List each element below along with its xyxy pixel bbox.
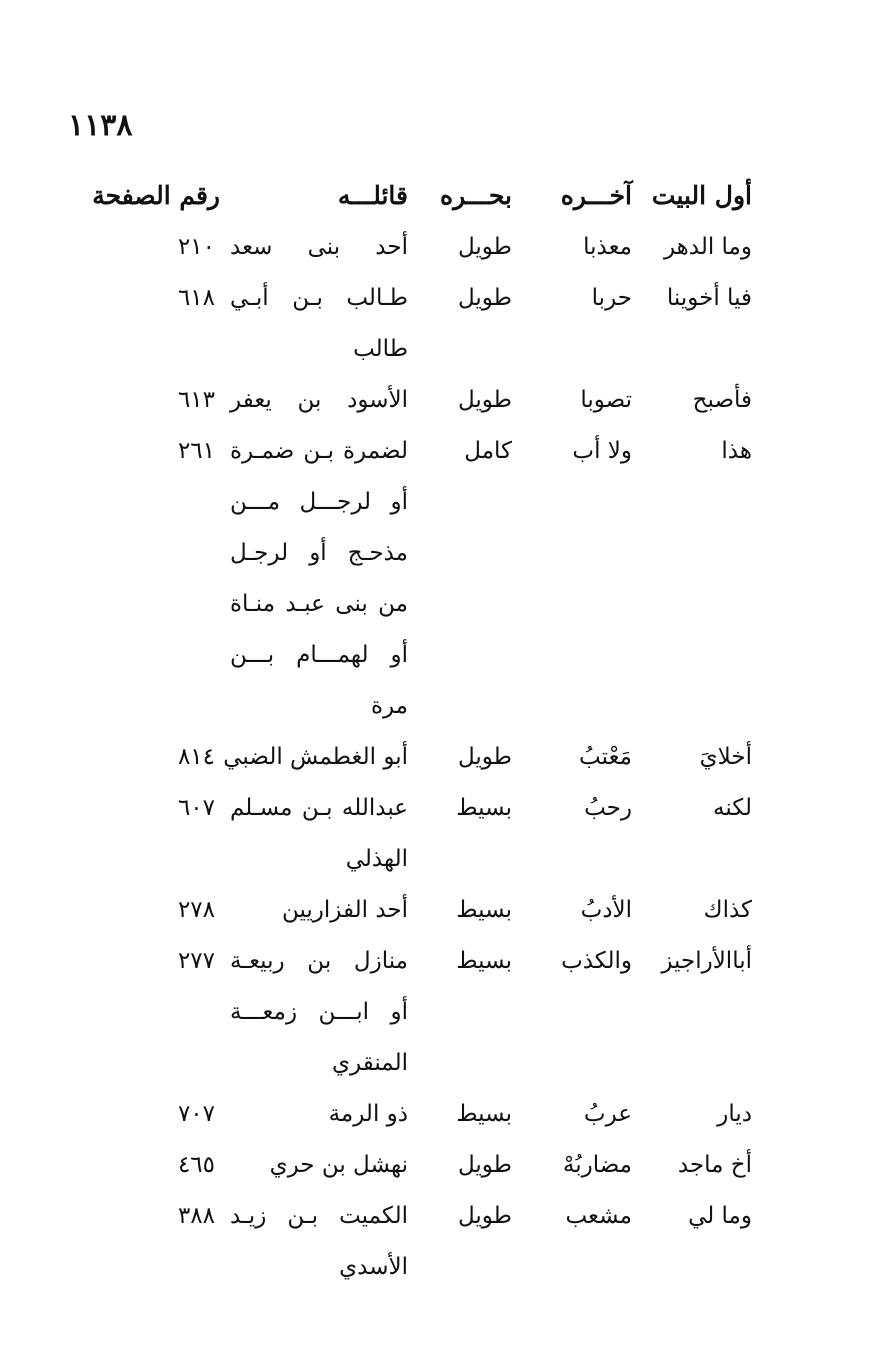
cell-end-of-verse: والكذب xyxy=(561,948,632,974)
cell-page-ref: ٤٦٥ xyxy=(177,1152,215,1178)
cell-end-of-verse: عربُ xyxy=(583,1101,632,1127)
cell-first-of-verse: أخ ماجد xyxy=(677,1152,752,1178)
cell-poet: أبو الغطمش الضبي xyxy=(223,744,408,770)
header-end-of-verse: آخـــره xyxy=(560,181,632,210)
cell-end-of-verse: الأدبُ xyxy=(580,897,632,923)
cell-poet: مرة xyxy=(370,693,408,719)
cell-meter: طويل xyxy=(457,744,512,770)
cell-page-ref: ٦١٣ xyxy=(177,387,215,413)
cell-end-of-verse: ولا أب xyxy=(572,438,632,464)
cell-end-of-verse: معذبا xyxy=(583,234,632,260)
cell-end-of-verse: حربا xyxy=(591,285,632,311)
cell-meter: بسيط xyxy=(456,897,512,923)
cell-first-of-verse: أخلايَ xyxy=(699,744,752,770)
table-row xyxy=(100,987,760,1038)
cell-first-of-verse: وما الدهر xyxy=(663,234,752,260)
cell-poet: الهذلي xyxy=(345,846,408,872)
table-row xyxy=(100,1242,760,1293)
cell-first-of-verse: لكنه xyxy=(713,795,752,821)
table-row xyxy=(100,681,760,732)
cell-meter: كامل xyxy=(464,438,512,464)
table-row xyxy=(100,885,760,936)
cell-poet: طالب xyxy=(353,336,408,362)
cell-first-of-verse: فيا أخوينا xyxy=(666,285,752,311)
cell-first-of-verse: وما لي xyxy=(688,1203,752,1229)
cell-poet: لضمرة بـن ضمـرة xyxy=(230,438,408,464)
cell-poet: منازل بن ربيعـة xyxy=(230,948,408,974)
table-body xyxy=(100,222,760,1293)
cell-poet: الأسود بن يعفر xyxy=(230,387,408,413)
table-row xyxy=(100,732,760,783)
table-row xyxy=(100,375,760,426)
cell-page-ref: ٢٧٧ xyxy=(177,948,215,974)
cell-poet: طـالب بـن أبـي xyxy=(230,285,408,311)
cell-first-of-verse: هذا xyxy=(721,438,752,464)
cell-first-of-verse: أباالأراجيز xyxy=(661,948,752,974)
cell-meter: طويل xyxy=(457,285,512,311)
cell-end-of-verse: مشعب xyxy=(565,1203,632,1229)
table-row xyxy=(100,222,760,273)
table-row xyxy=(100,477,760,528)
table-row xyxy=(100,834,760,885)
cell-first-of-verse: ديار xyxy=(717,1101,752,1127)
table-row xyxy=(100,273,760,324)
table-row xyxy=(100,936,760,987)
cell-meter: بسيط xyxy=(456,795,512,821)
cell-poet: نهشل بن حري xyxy=(269,1152,408,1178)
cell-page-ref: ٧٠٧ xyxy=(177,1101,215,1127)
cell-meter: طويل xyxy=(457,387,512,413)
cell-poet: أحد بنى سعد xyxy=(230,234,408,260)
cell-page-ref: ٢٦١ xyxy=(177,438,215,464)
cell-poet: أو لرجـــل مـــن xyxy=(230,489,408,515)
table-row xyxy=(100,1089,760,1140)
cell-poet: الأسدي xyxy=(339,1254,408,1280)
cell-poet: المنقري xyxy=(332,1050,408,1076)
header-first-of-verse: أول البيت xyxy=(651,181,752,210)
cell-poet: من بنى عبـد منـاة xyxy=(230,591,408,617)
cell-first-of-verse: كذاك xyxy=(703,897,752,923)
table-row xyxy=(100,1140,760,1191)
cell-page-ref: ٢١٠ xyxy=(177,234,215,260)
cell-poet: أو ابـــن زمعـــة xyxy=(230,999,408,1025)
page-number: ١١٣٨ xyxy=(68,108,133,143)
cell-page-ref: ٦٠٧ xyxy=(177,795,215,821)
cell-page-ref: ٣٨٨ xyxy=(177,1203,215,1229)
table-row xyxy=(100,579,760,630)
cell-poet: مذحـج أو لرجـل xyxy=(230,540,408,566)
cell-poet: أحد الفزاريين xyxy=(281,897,408,923)
cell-first-of-verse: فأصبح xyxy=(692,387,752,413)
cell-end-of-verse: مضاربُهْ xyxy=(562,1152,632,1178)
cell-end-of-verse: مَعْتبُ xyxy=(579,744,632,770)
table-row xyxy=(100,1038,760,1089)
cell-page-ref: ٦١٨ xyxy=(177,285,215,311)
cell-end-of-verse: تصوبا xyxy=(580,387,632,413)
cell-poet: ذو الرمة xyxy=(328,1101,408,1127)
table-row xyxy=(100,630,760,681)
header-poet: قائلـــه xyxy=(337,181,408,210)
cell-end-of-verse: رحبُ xyxy=(584,795,632,821)
header-meter: بحـــره xyxy=(440,181,512,210)
cell-poet: الكميت بـن زيـد xyxy=(230,1203,408,1229)
verse-index-table xyxy=(92,170,760,1293)
table-row xyxy=(100,1191,760,1242)
cell-poet: عبدالله بـن مسـلم xyxy=(230,795,408,821)
cell-page-ref: ٢٧٨ xyxy=(177,897,215,923)
cell-page-ref: ٨١٤ xyxy=(177,744,215,770)
table-row xyxy=(100,783,760,834)
header-page-number: رقم الصفحة xyxy=(92,181,220,210)
cell-meter: بسيط xyxy=(456,948,512,974)
cell-meter: طويل xyxy=(457,1203,512,1229)
table-header-row xyxy=(92,170,760,222)
table-row xyxy=(100,528,760,579)
table-row xyxy=(100,324,760,375)
cell-meter: بسيط xyxy=(456,1101,512,1127)
table-row xyxy=(100,426,760,477)
cell-meter: طويل xyxy=(457,1152,512,1178)
cell-poet: أو لهمـــام بـــن xyxy=(230,642,408,668)
cell-meter: طويل xyxy=(457,234,512,260)
